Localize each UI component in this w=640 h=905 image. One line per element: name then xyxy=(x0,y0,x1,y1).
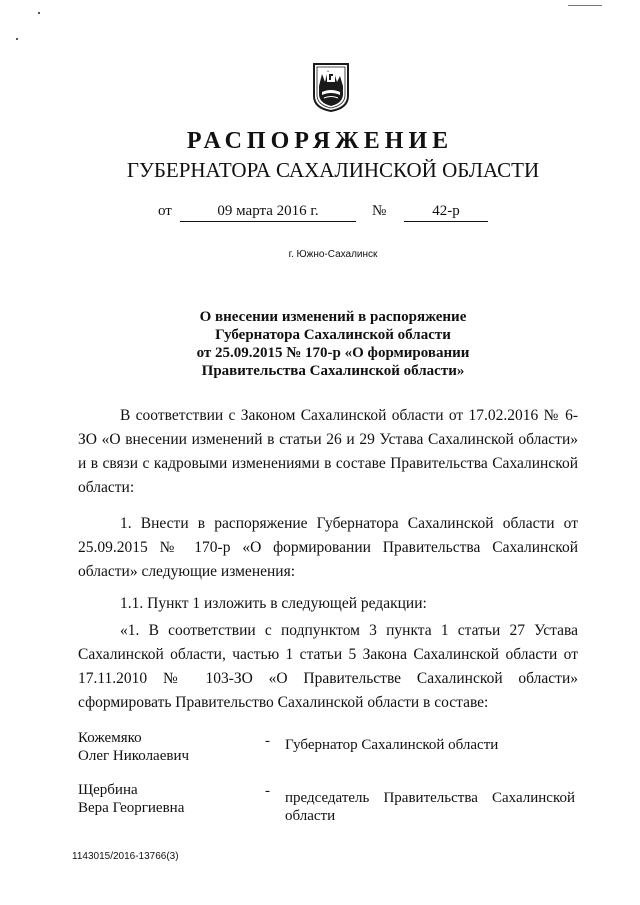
member-position: Губернатор Сахалинской области xyxy=(285,737,499,753)
scan-speck xyxy=(38,12,40,14)
member-name xyxy=(78,781,184,817)
member-name xyxy=(78,729,189,765)
member-given-name: Олег Николаевич xyxy=(78,748,190,764)
body-paragraph-quote: «1. В соответствии с подпунктом 3 пункта 1 статьи 27 Устава Сахалинской области, частью 1 статьи 5 Закона Сахалинской области от 17.11.2010 № 103-ЗО «О Правительстве Сахалинской области» сформировать Правительство Сахалинской области в составе: xyxy=(78,622,578,711)
city-label: г. Южно-Сахалинск xyxy=(288,249,378,260)
body-paragraph-item-1-1: 1.1. Пункт 1 изложить в следующей редакции: xyxy=(120,595,427,612)
body-paragraph-item-1: 1. Внести в распоряжение Губернатора Сахалинской области от 25.09.2015 № 170-р «О формировании Правительства Сахалинской области» следующие изменения: xyxy=(78,515,578,580)
scan-speck xyxy=(16,38,18,40)
body-paragraph-preamble: В соответствии с Законом Сахалинской области от 17.02.2016 № 6-ЗО «О внесении изменений в статьи 26 и 29 Устава Сахалинской области» и в связи с кадровыми изменениями в составе Правительства Сахалинской области: xyxy=(78,407,578,496)
member-dash: - xyxy=(265,733,270,749)
member-given-name: Вера Георгиевна xyxy=(78,800,185,816)
date-prefix: от xyxy=(158,203,172,219)
document-number: 42-р xyxy=(404,203,488,222)
member-surname: Щербина xyxy=(78,782,138,798)
registration-number: 1143015/2016-13766(3) xyxy=(72,851,179,862)
member-dash: - xyxy=(265,783,270,799)
document-date: 09 марта 2016 г. xyxy=(180,203,356,222)
member-surname: Кожемяко xyxy=(78,730,142,746)
document-title: РАСПОРЯЖЕНИЕ xyxy=(186,128,454,154)
subject-line: О внесении изменений в распоряжение xyxy=(199,309,467,325)
scan-artifact-line xyxy=(568,5,602,6)
subject-line: Губернатора Сахалинской области xyxy=(215,327,451,343)
document-subtitle: ГУБЕРНАТОРА САХАЛИНСКОЙ ОБЛАСТИ xyxy=(126,158,540,182)
member-position: председатель Правительства Сахалинской области xyxy=(285,790,575,824)
number-prefix: № xyxy=(372,203,387,219)
document-subject xyxy=(0,308,640,380)
subject-line: Правительства Сахалинской области» xyxy=(201,363,465,379)
coat-of-arms-icon xyxy=(312,62,350,112)
subject-line: от 25.09.2015 № 170-р «О формировании xyxy=(196,345,470,361)
